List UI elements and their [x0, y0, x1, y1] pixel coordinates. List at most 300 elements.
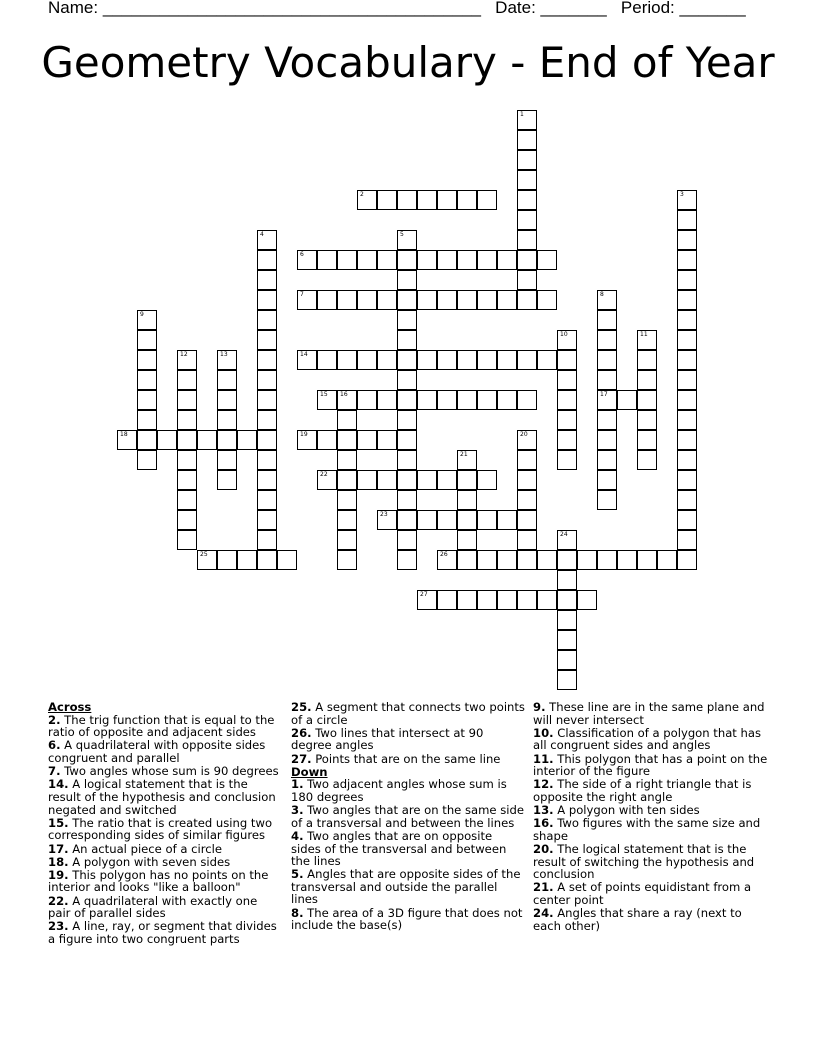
clue-number: 17: [600, 391, 608, 398]
crossword-cell[interactable]: [417, 290, 437, 310]
crossword-cell[interactable]: [397, 510, 417, 530]
crossword-cell[interactable]: [557, 610, 577, 630]
crossword-cell[interactable]: [537, 350, 557, 370]
crossword-cell[interactable]: [617, 550, 637, 570]
clue-text: Two adjacent angles whose sum is 180 degrees: [291, 777, 507, 804]
crossword-cell[interactable]: [257, 270, 277, 290]
crossword-cell[interactable]: [397, 190, 417, 210]
clue-number: 24: [560, 531, 568, 538]
crossword-cell[interactable]: [337, 350, 357, 370]
crossword-cell[interactable]: [397, 310, 417, 330]
crossword-cell[interactable]: [677, 510, 697, 530]
crossword-cell[interactable]: [237, 550, 257, 570]
clue-number-label: 20.: [533, 842, 554, 857]
crossword-cell[interactable]: [397, 550, 417, 570]
crossword-cell[interactable]: [377, 510, 397, 530]
clue-item: [48, 817, 280, 842]
crossword-cell[interactable]: [337, 490, 357, 510]
crossword-cell[interactable]: [457, 390, 477, 410]
clue-number-label: 24.: [533, 906, 554, 921]
crossword-cell[interactable]: [197, 550, 217, 570]
crossword-cell[interactable]: [437, 290, 457, 310]
page-title: Geometry Vocabulary - End of Year: [41, 38, 775, 87]
crossword-cell[interactable]: [537, 550, 557, 570]
date-blank[interactable]: _______: [540, 0, 607, 17]
crossword-cell[interactable]: [257, 410, 277, 430]
crossword-cell[interactable]: [677, 530, 697, 550]
crossword-cell[interactable]: [397, 390, 417, 410]
crossword-cell[interactable]: [477, 470, 497, 490]
crossword-cell[interactable]: [337, 550, 357, 570]
crossword-cell[interactable]: [257, 390, 277, 410]
crossword-cell[interactable]: [477, 550, 497, 570]
crossword-cell[interactable]: [457, 450, 477, 470]
clue-number-label: 3.: [291, 803, 304, 818]
crossword-cell[interactable]: [417, 510, 437, 530]
crossword-cell[interactable]: [517, 250, 537, 270]
clue-item: [291, 868, 525, 906]
crossword-cell[interactable]: [297, 430, 317, 450]
crossword-cell[interactable]: [137, 430, 157, 450]
crossword-cell[interactable]: [257, 490, 277, 510]
clue-item: [48, 714, 280, 739]
name-blank[interactable]: ________________________________________: [102, 0, 481, 17]
crossword-cell[interactable]: [517, 150, 537, 170]
clue-number-label: 5.: [291, 867, 304, 882]
crossword-cell[interactable]: [677, 470, 697, 490]
clue-number: 13: [220, 351, 228, 358]
crossword-cell[interactable]: [557, 590, 577, 610]
crossword-cell[interactable]: [557, 530, 577, 550]
crossword-cell[interactable]: [477, 510, 497, 530]
crossword-cell[interactable]: [557, 430, 577, 450]
crossword-cell[interactable]: [677, 350, 697, 370]
crossword-cell[interactable]: [377, 470, 397, 490]
clue-item: [291, 727, 525, 752]
clue-text: The side of a right triangle that is opposite the right angle: [533, 777, 752, 804]
crossword-cell[interactable]: [177, 410, 197, 430]
crossword-cell[interactable]: [497, 550, 517, 570]
crossword-cell[interactable]: [657, 550, 677, 570]
crossword-cell[interactable]: [417, 250, 437, 270]
crossword-cell[interactable]: [357, 290, 377, 310]
crossword-cell[interactable]: [617, 390, 637, 410]
crossword-cell[interactable]: [437, 190, 457, 210]
crossword-cell[interactable]: [517, 430, 537, 450]
crossword-cell[interactable]: [257, 350, 277, 370]
crossword-cell[interactable]: [257, 470, 277, 490]
crossword-cell[interactable]: [517, 290, 537, 310]
clue-number-label: 23.: [48, 919, 69, 934]
crossword-cell[interactable]: [357, 190, 377, 210]
clue-number: 16: [340, 391, 348, 398]
crossword-cell[interactable]: [497, 290, 517, 310]
clue-item: [533, 843, 769, 881]
crossword-cell[interactable]: [417, 350, 437, 370]
crossword-cell[interactable]: [517, 470, 537, 490]
crossword-cell[interactable]: [517, 490, 537, 510]
crossword-cell[interactable]: [577, 550, 597, 570]
crossword-cell[interactable]: [417, 590, 437, 610]
crossword-cell[interactable]: [477, 290, 497, 310]
crossword-cell[interactable]: [257, 370, 277, 390]
crossword-cell[interactable]: [397, 370, 417, 390]
crossword-cell[interactable]: [357, 390, 377, 410]
crossword-cell[interactable]: [277, 550, 297, 570]
crossword-cell[interactable]: [257, 230, 277, 250]
clue-number: 8: [600, 291, 604, 298]
crossword-cell[interactable]: [397, 490, 417, 510]
crossword-cell[interactable]: [177, 430, 197, 450]
crossword-cell[interactable]: [517, 130, 537, 150]
crossword-cell[interactable]: [637, 410, 657, 430]
clue-number: 26: [440, 551, 448, 558]
crossword-cell[interactable]: [597, 550, 617, 570]
clue-number-label: 1.: [291, 777, 304, 792]
crossword-cell[interactable]: [217, 450, 237, 470]
clue-item: [48, 739, 280, 764]
clues-column-1: [48, 701, 280, 946]
crossword-cell[interactable]: [137, 370, 157, 390]
crossword-cell[interactable]: [397, 470, 417, 490]
clue-number: 7: [300, 291, 304, 298]
crossword-cell[interactable]: [357, 350, 377, 370]
clue-number-label: 4.: [291, 828, 304, 843]
crossword-cell[interactable]: [137, 450, 157, 470]
crossword-cell[interactable]: [477, 350, 497, 370]
crossword-cell[interactable]: [597, 310, 617, 330]
crossword-cell[interactable]: [177, 350, 197, 370]
crossword-cell[interactable]: [517, 110, 537, 130]
clue-number: 20: [520, 431, 528, 438]
crossword-cell[interactable]: [177, 470, 197, 490]
clue-number: 6: [300, 251, 304, 258]
crossword-cell[interactable]: [677, 190, 697, 210]
clue-number-label: 11.: [533, 751, 554, 766]
crossword-cell[interactable]: [497, 510, 517, 530]
crossword-cell[interactable]: [457, 550, 477, 570]
clue-number-label: 17.: [48, 841, 69, 856]
clue-item: [291, 907, 525, 932]
crossword-cell[interactable]: [317, 250, 337, 270]
crossword-cell[interactable]: [377, 190, 397, 210]
crossword-cell[interactable]: [677, 270, 697, 290]
crossword-cell[interactable]: [477, 190, 497, 210]
crossword-cell[interactable]: [417, 390, 437, 410]
crossword-cell[interactable]: [337, 530, 357, 550]
crossword-cell[interactable]: [557, 450, 577, 470]
crossword-cell[interactable]: [517, 190, 537, 210]
clue-text: The trig function that is equal to the ratio of opposite and adjacent sides: [48, 712, 275, 740]
crossword-cell[interactable]: [177, 510, 197, 530]
crossword-cell[interactable]: [597, 290, 617, 310]
crossword-cell[interactable]: [337, 430, 357, 450]
crossword-cell[interactable]: [457, 350, 477, 370]
crossword-cell[interactable]: [337, 390, 357, 410]
crossword-cell[interactable]: [137, 390, 157, 410]
crossword-cell[interactable]: [357, 470, 377, 490]
clue-item: [533, 778, 769, 803]
crossword-cell[interactable]: [257, 530, 277, 550]
clue-item: [291, 701, 525, 726]
crossword-cell[interactable]: [217, 390, 237, 410]
crossword-cell[interactable]: [557, 650, 577, 670]
clue-number-label: 26.: [291, 725, 312, 740]
clue-number: 18: [120, 431, 128, 438]
crossword-cell[interactable]: [317, 390, 337, 410]
clue-number-label: 16.: [533, 816, 554, 831]
crossword-cell[interactable]: [557, 390, 577, 410]
crossword-cell[interactable]: [377, 290, 397, 310]
crossword-cell[interactable]: [377, 250, 397, 270]
across-heading: Across: [48, 700, 92, 714]
crossword-cell[interactable]: [497, 350, 517, 370]
crossword-cell[interactable]: [597, 470, 617, 490]
crossword-cell[interactable]: [677, 250, 697, 270]
crossword-cell[interactable]: [597, 490, 617, 510]
crossword-cell[interactable]: [377, 430, 397, 450]
crossword-cell[interactable]: [297, 290, 317, 310]
crossword-cell[interactable]: [177, 390, 197, 410]
crossword-cell[interactable]: [497, 590, 517, 610]
crossword-cell[interactable]: [317, 350, 337, 370]
clue-item: [48, 856, 280, 869]
crossword-cell[interactable]: [457, 510, 477, 530]
crossword-cell[interactable]: [517, 210, 537, 230]
crossword-cell[interactable]: [637, 350, 657, 370]
crossword-cell[interactable]: [597, 410, 617, 430]
crossword-cell[interactable]: [337, 290, 357, 310]
crossword-cell[interactable]: [457, 190, 477, 210]
crossword-cell[interactable]: [397, 410, 417, 430]
crossword-cell[interactable]: [677, 430, 697, 450]
clue-number-label: 22.: [48, 893, 69, 908]
crossword-cell[interactable]: [637, 330, 657, 350]
crossword-cell[interactable]: [677, 390, 697, 410]
crossword-cell[interactable]: [397, 450, 417, 470]
crossword-cell[interactable]: [517, 450, 537, 470]
crossword-cell[interactable]: [557, 630, 577, 650]
clue-item: [291, 778, 525, 803]
clue-item: [48, 869, 280, 894]
crossword-cell[interactable]: [437, 590, 457, 610]
crossword-cell[interactable]: [677, 210, 697, 230]
crossword-cell[interactable]: [637, 390, 657, 410]
crossword-cell[interactable]: [437, 390, 457, 410]
crossword-cell[interactable]: [457, 470, 477, 490]
crossword-cell[interactable]: [537, 590, 557, 610]
crossword-cell[interactable]: [437, 250, 457, 270]
crossword-cell[interactable]: [677, 550, 697, 570]
crossword-cell[interactable]: [437, 550, 457, 570]
clue-number: 3: [680, 191, 684, 198]
crossword-cell[interactable]: [257, 310, 277, 330]
crossword-cell[interactable]: [677, 310, 697, 330]
crossword-cell[interactable]: [517, 590, 537, 610]
crossword-cell[interactable]: [557, 550, 577, 570]
crossword-cell[interactable]: [177, 530, 197, 550]
crossword-cell[interactable]: [637, 450, 657, 470]
crossword-cell[interactable]: [677, 290, 697, 310]
crossword-cell[interactable]: [377, 390, 397, 410]
crossword-cell[interactable]: [177, 490, 197, 510]
crossword-cell[interactable]: [257, 430, 277, 450]
crossword-cell[interactable]: [597, 330, 617, 350]
crossword-cell[interactable]: [497, 250, 517, 270]
crossword-cell[interactable]: [397, 330, 417, 350]
crossword-cell[interactable]: [677, 490, 697, 510]
crossword-cell[interactable]: [157, 430, 177, 450]
clue-item: [291, 753, 525, 766]
crossword-cell[interactable]: [497, 390, 517, 410]
crossword-cell[interactable]: [337, 510, 357, 530]
crossword-cell[interactable]: [337, 470, 357, 490]
crossword-cell[interactable]: [217, 470, 237, 490]
crossword-cell[interactable]: [637, 550, 657, 570]
crossword-cell[interactable]: [417, 190, 437, 210]
crossword-cell[interactable]: [397, 230, 417, 250]
crossword-cell[interactable]: [217, 410, 237, 430]
crossword-cell[interactable]: [557, 350, 577, 370]
crossword-cell[interactable]: [437, 510, 457, 530]
crossword-cell[interactable]: [677, 330, 697, 350]
crossword-cell[interactable]: [597, 390, 617, 410]
crossword-cell[interactable]: [337, 450, 357, 470]
crossword-cell[interactable]: [677, 410, 697, 430]
crossword-cell[interactable]: [557, 370, 577, 390]
crossword-cell[interactable]: [397, 350, 417, 370]
clue-number: 22: [320, 471, 328, 478]
crossword-cell[interactable]: [257, 250, 277, 270]
clue-number-label: 25.: [291, 700, 312, 714]
crossword-cell[interactable]: [137, 410, 157, 430]
crossword-cell[interactable]: [177, 370, 197, 390]
crossword-cell[interactable]: [337, 410, 357, 430]
clue-item: [48, 920, 280, 945]
clue-text: A line, ray, or segment that divides a figure into two congruent parts: [48, 919, 277, 947]
crossword-cell[interactable]: [117, 430, 137, 450]
crossword-cell[interactable]: [197, 430, 217, 450]
crossword-cell[interactable]: [597, 370, 617, 390]
crossword-cell[interactable]: [457, 250, 477, 270]
crossword-cell[interactable]: [317, 430, 337, 450]
crossword-cell[interactable]: [357, 250, 377, 270]
crossword-cell[interactable]: [437, 470, 457, 490]
clue-text: Two lines that intersect at 90 degree angles: [291, 725, 484, 753]
crossword-cell[interactable]: [337, 250, 357, 270]
crossword-cell[interactable]: [257, 330, 277, 350]
clue-text: Two angles whose sum is 90 degrees: [60, 764, 279, 779]
crossword-cell[interactable]: [597, 350, 617, 370]
crossword-cell[interactable]: [517, 390, 537, 410]
crossword-cell[interactable]: [517, 530, 537, 550]
crossword-cell[interactable]: [557, 670, 577, 690]
crossword-cell[interactable]: [437, 350, 457, 370]
crossword-cell[interactable]: [357, 430, 377, 450]
crossword-cell[interactable]: [317, 290, 337, 310]
crossword-cell[interactable]: [537, 250, 557, 270]
clue-text: A quadrilateral with exactly one pair of parallel sides: [48, 893, 258, 921]
crossword-cell[interactable]: [177, 450, 197, 470]
crossword-cell[interactable]: [477, 390, 497, 410]
crossword-cell[interactable]: [257, 290, 277, 310]
crossword-cell[interactable]: [597, 450, 617, 470]
crossword-cell[interactable]: [297, 350, 317, 370]
clue-text: Angles that are opposite sides of the transversal and outside the parallel lines: [291, 867, 521, 907]
crossword-cell[interactable]: [557, 410, 577, 430]
clue-item: [533, 817, 769, 842]
clue-text: Two figures with the same size and shape: [533, 816, 761, 843]
period-blank[interactable]: _______: [679, 0, 746, 17]
crossword-cell[interactable]: [637, 370, 657, 390]
crossword-cell[interactable]: [397, 530, 417, 550]
crossword-cell[interactable]: [137, 310, 157, 330]
clue-number-label: 8.: [291, 905, 304, 920]
clue-number-label: 21.: [533, 880, 554, 895]
crossword-cell[interactable]: [677, 230, 697, 250]
clue-number-label: 13.: [533, 803, 554, 818]
crossword-cell[interactable]: [417, 470, 437, 490]
crossword-cell[interactable]: [457, 590, 477, 610]
clue-text: A segment that connects two points of a circle: [291, 700, 525, 727]
clue-number: 27: [420, 591, 428, 598]
crossword-cell[interactable]: [477, 590, 497, 610]
crossword-cell[interactable]: [257, 450, 277, 470]
crossword-cell[interactable]: [217, 550, 237, 570]
clue-item: [48, 765, 280, 778]
clue-item: [533, 907, 769, 932]
crossword-cell[interactable]: [517, 550, 537, 570]
crossword-cell[interactable]: [377, 350, 397, 370]
clue-item: [533, 804, 769, 817]
crossword-cell[interactable]: [237, 430, 257, 450]
crossword-cell[interactable]: [557, 570, 577, 590]
crossword-cell[interactable]: [397, 250, 417, 270]
crossword-cell[interactable]: [397, 270, 417, 290]
crossword-cell[interactable]: [597, 430, 617, 450]
crossword-cell[interactable]: [517, 170, 537, 190]
crossword-cell[interactable]: [217, 350, 237, 370]
crossword-cell[interactable]: [517, 350, 537, 370]
crossword-cell[interactable]: [217, 430, 237, 450]
crossword-cell[interactable]: [397, 430, 417, 450]
clue-text: A set of points equidistant from a center point: [533, 880, 752, 908]
period-label: Period:: [620, 0, 675, 17]
crossword-cell[interactable]: [557, 330, 577, 350]
crossword-cell[interactable]: [457, 530, 477, 550]
crossword-cell[interactable]: [297, 250, 317, 270]
clue-text: Angles that share a ray (next to each other): [533, 906, 742, 933]
crossword-cell[interactable]: [457, 290, 477, 310]
crossword-cell[interactable]: [257, 550, 277, 570]
crossword-cell[interactable]: [137, 350, 157, 370]
crossword-cell[interactable]: [517, 510, 537, 530]
crossword-cell[interactable]: [637, 430, 657, 450]
crossword-cell[interactable]: [477, 250, 497, 270]
crossword-cell[interactable]: [137, 330, 157, 350]
crossword-cell[interactable]: [217, 370, 237, 390]
crossword-cell[interactable]: [517, 270, 537, 290]
crossword-cell[interactable]: [397, 290, 417, 310]
crossword-cell[interactable]: [537, 290, 557, 310]
crossword-cell[interactable]: [517, 230, 537, 250]
crossword-cell[interactable]: [457, 490, 477, 510]
crossword-cell[interactable]: [677, 450, 697, 470]
crossword-cell[interactable]: [257, 510, 277, 530]
crossword-cell[interactable]: [577, 590, 597, 610]
crossword-cell[interactable]: [677, 370, 697, 390]
crossword-cell[interactable]: [317, 470, 337, 490]
